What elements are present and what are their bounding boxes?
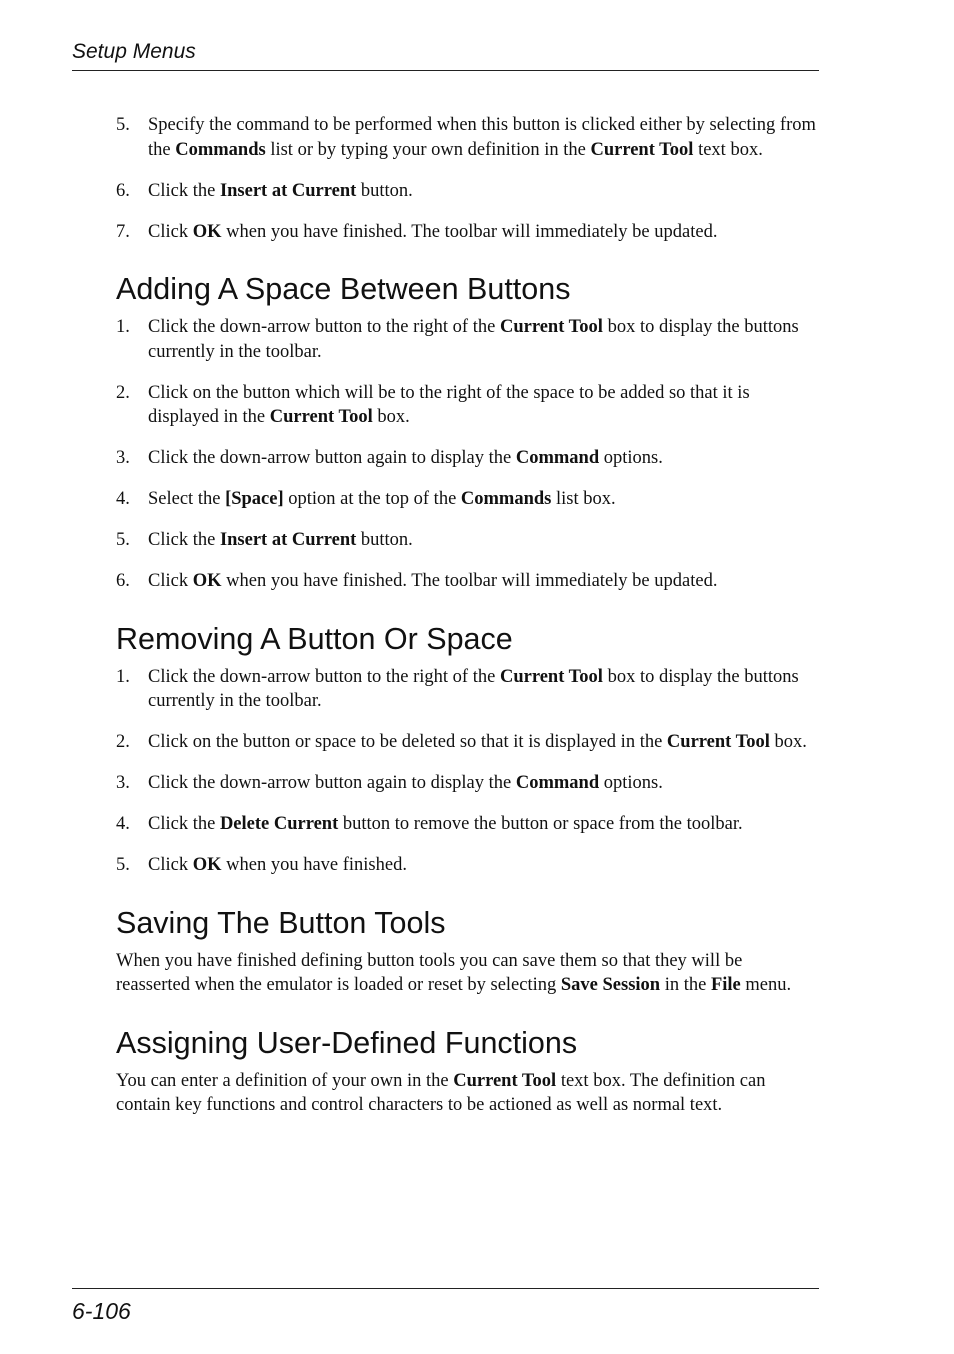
bold-term: Save Session [560,975,661,995]
bold-term: [Space] [225,489,284,509]
list-item [116,179,816,204]
step-number: 3. [116,448,130,468]
text-run: list or by typing your own definition in the [265,139,591,160]
bold-term: Delete Current [219,814,339,834]
list-item [116,446,816,471]
steps-list [116,665,816,878]
text-run: Click [148,221,193,242]
text-run: Click the [148,530,220,550]
text-run: Click the down-arrow button to the right of the [148,666,500,687]
step-number: 1. [116,317,130,337]
text-run: when you have finished. The toolbar will immediately be updated. [221,221,718,242]
step-number: 2. [116,732,130,752]
list-item [116,812,816,837]
step-number: 6. [116,571,130,591]
text-run: Specify the command to be performed when this button is clicked either by selecting from the [148,115,816,160]
text-run: Click the down-arrow button again to display the [148,773,516,793]
footer-rule [72,1288,819,1289]
page-number: 6-106 [72,1298,131,1324]
text-run: button. [356,530,413,550]
bold-term: Current Tool [499,317,603,337]
text-run: menu. [740,975,792,995]
text-run: Click on the button which will be to the right of the space to be added so that it is displayed in the [148,382,750,427]
bold-term: OK [192,221,222,242]
sections-container [116,271,816,1118]
list-item [116,220,816,245]
text-run: Select the [148,489,226,509]
text-run: Click [148,855,193,875]
section-heading: Assigning User-Defined Functions [116,1025,578,1060]
text-run: Click the [148,814,220,834]
list-item [116,487,816,512]
bold-term: Commands [175,139,266,160]
text-run: Click on the button or space to be deleted so that it is displayed in the [148,732,667,752]
text-run: button. [356,180,413,201]
section-heading: Adding A Space Between Buttons [116,272,571,306]
intro-steps-list [116,113,816,244]
list-item [116,853,816,878]
text-run: box to display the buttons currently in the toolbar. [148,317,799,362]
bold-term: File [710,975,741,995]
text-run: You can enter a definition of your own in the [116,1070,454,1091]
text-run: when you have finished. [221,855,407,875]
body-paragraph [116,949,816,998]
bold-term: Commands [460,489,552,509]
list-item [116,730,816,755]
body-paragraph [116,1069,816,1118]
bold-term: OK [192,571,222,591]
page-content [116,113,816,1134]
section-heading: Saving The Button Tools [116,905,446,940]
text-run: Click [148,571,193,591]
text-run: text box. [693,139,763,160]
list-item [116,771,816,796]
bold-term: Current Tool [453,1070,557,1091]
bold-term: Command [515,773,600,793]
header-rule [72,70,819,71]
running-header: Setup Menus [72,40,196,63]
list-item [116,381,816,430]
step-number: 5. [116,115,130,135]
text-run: text box. The definition can contain key functions and control characters to be actioned as well as normal text. [116,1070,766,1115]
bold-term: Command [515,448,600,468]
text-run: when you have finished. The toolbar will immediately be updated. [221,571,718,591]
text-run: box. [372,407,410,427]
bold-term: Current Tool [499,666,603,687]
step-number: 6. [116,180,130,201]
text-run: in the [660,975,711,995]
bold-term: Current Tool [666,732,770,752]
step-number: 4. [116,489,130,509]
step-number: 3. [116,773,130,793]
step-number: 4. [116,814,130,834]
text-run: list box. [551,489,616,509]
steps-list [116,315,816,594]
bold-term: OK [192,855,222,875]
list-item [116,315,816,364]
text-run: button to remove the button or space from the toolbar. [338,814,743,834]
text-run: option at the top of the [283,489,461,509]
bold-term: Insert at Current [219,180,357,201]
text-run: options. [599,773,663,793]
text-run: Click the down-arrow button again to display the [148,448,516,468]
text-run: Click the [148,180,220,201]
step-number: 2. [116,382,130,403]
step-number: 5. [116,855,130,875]
step-number: 7. [116,221,130,242]
text-run: box. [769,732,807,752]
bold-term: Current Tool [590,139,694,160]
list-item [116,569,816,594]
step-number: 1. [116,666,130,687]
section-heading: Removing A Button Or Space [116,621,513,656]
text-run: Click the down-arrow button to the right of the [148,317,500,337]
bold-term: Insert at Current [219,530,357,550]
text-run: options. [599,448,663,468]
bold-term: Current Tool [269,407,373,427]
list-item [116,113,816,162]
list-item [116,528,816,553]
list-item [116,665,816,714]
step-number: 5. [116,530,130,550]
text-run: When you have finished defining button tools you can save them so that they will be reasserted when the emulator is loaded or reset by selecting [116,950,743,995]
text-run: box to display the buttons currently in the toolbar. [148,666,799,711]
